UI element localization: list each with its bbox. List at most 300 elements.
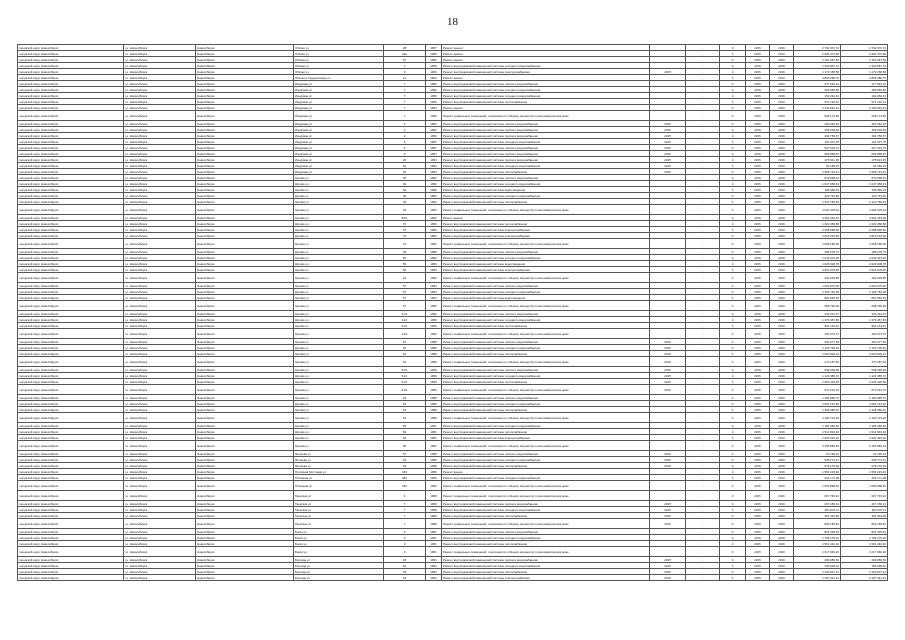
cell-cost: 1 172 158,58: [794, 69, 841, 75]
cell-work-type: Ремонт внутридомовой инженерной системы горячего водоснабжения: [442, 451, 650, 457]
cell-city: Новосибирск: [196, 339, 294, 345]
cell-work-type: Ремонт внутридомовой инженерной системы теплоснабжения: [442, 221, 650, 227]
cell-code: -: [686, 351, 720, 357]
cell-work-type: Ремонт внутридомовой инженерной системы холодного водоснабжения: [442, 93, 650, 99]
cell-total: 678 176,39: [841, 463, 888, 469]
cell-house: 7: [384, 513, 426, 519]
cell-district: городской округ Новосибирск: [18, 221, 124, 227]
cell-house: 28: [384, 45, 426, 51]
cell-district: городской округ Новосибирск: [18, 111, 124, 121]
cell-code: -: [686, 151, 720, 157]
cell-work-type: Ремонт крыши: [442, 51, 650, 57]
cell-count: 0: [720, 215, 746, 221]
cell-year: 1956: [426, 323, 442, 329]
cell-city: Новосибирск: [196, 513, 294, 519]
cell-city: Новосибирск: [196, 317, 294, 323]
cell-house: 49: [384, 187, 426, 193]
cell-city: Новосибирск: [196, 181, 294, 187]
cell-house: 32: [384, 169, 426, 175]
cell-settlement: г.о. Новосибирск: [124, 163, 196, 169]
cell-start-year: 2015: [746, 199, 770, 205]
cell-plan-year: 2015: [650, 379, 686, 385]
cell-cost: 51 196,34: [794, 451, 841, 457]
cell-code: -: [686, 357, 720, 367]
cell-settlement: г.о. Новосибирск: [124, 87, 196, 93]
cell-total: 422 733,82: [841, 193, 888, 199]
cell-work-type: Ремонт внутридомовой инженерной системы электроснабжения: [442, 267, 650, 273]
cell-settlement: г.о. Новосибирск: [124, 193, 196, 199]
cell-count: 0: [720, 357, 746, 367]
table-row: [18, 413, 888, 423]
cell-settlement: г.о. Новосибирск: [124, 481, 196, 491]
cell-district: городской округ Новосибирск: [18, 81, 124, 87]
cell-settlement: г.о. Новосибирск: [124, 469, 196, 475]
cell-count: 0: [720, 373, 746, 379]
cell-start-year: 2015: [746, 273, 770, 283]
cell-count: 0: [720, 311, 746, 317]
cell-year: 1958: [426, 451, 442, 457]
cell-cost: 163 262,43: [794, 93, 841, 99]
cell-code: -: [686, 69, 720, 75]
cell-year: 1958: [426, 407, 442, 413]
cell-district: городской округ Новосибирск: [18, 175, 124, 181]
cell-street: Бограда ул: [294, 557, 384, 563]
cell-city: Новосибирск: [196, 227, 294, 233]
cell-city: Новосибирск: [196, 575, 294, 581]
cell-count: 0: [720, 289, 746, 295]
cell-street: Кирова ул: [294, 407, 384, 413]
cell-end-year: 2016: [770, 541, 794, 547]
cell-street: Инкурман ул: [294, 87, 384, 93]
cell-code: -: [686, 261, 720, 267]
cell-district: городской округ Новосибирск: [18, 423, 124, 429]
cell-district: городской округ Новосибирск: [18, 145, 124, 151]
cell-total: 492 039,85: [841, 273, 888, 283]
cell-end-year: 2016: [770, 413, 794, 423]
cell-work-type: Ремонт внутридомовой инженерной системы горячего водоснабжения: [442, 151, 650, 157]
cell-cost: 668 796,29: [794, 301, 841, 311]
cell-start-year: 2015: [746, 227, 770, 233]
cell-city: Новосибирск: [196, 255, 294, 261]
cell-code: -: [686, 323, 720, 329]
cell-city: Новосибирск: [196, 569, 294, 575]
cell-work-type: Ремонт внутридомовой инженерной системы электроснабжения: [442, 435, 650, 441]
cell-total: 829 159,62: [841, 519, 888, 529]
cell-street: Кирова ул: [294, 215, 384, 221]
cell-total: 2 155 982,94: [841, 441, 888, 451]
cell-house: 184: [384, 481, 426, 491]
cell-code: -: [686, 547, 720, 557]
cell-start-year: 2015: [746, 261, 770, 267]
cell-start-year: 2015: [746, 441, 770, 451]
cell-district: городской округ Новосибирск: [18, 45, 124, 51]
cell-work-type: Ремонт внутридомовой инженерной системы холодного водоснабжения: [442, 87, 650, 93]
cell-city: Новосибирск: [196, 457, 294, 463]
cell-city: Новосибирск: [196, 379, 294, 385]
cell-end-year: 2016: [770, 463, 794, 469]
cell-settlement: г.о. Новосибирск: [124, 441, 196, 451]
cell-city: Новосибирск: [196, 311, 294, 317]
cell-code: -: [686, 45, 720, 51]
cell-code: -: [686, 111, 720, 121]
cell-work-type: Ремонт внутридомовой инженерной системы теплоснабжения: [442, 379, 650, 385]
cell-total: 1 166 784,38: [841, 289, 888, 295]
cell-district: городской округ Новосибирск: [18, 563, 124, 569]
cell-work-type: Ремонт внутридомовой инженерной системы горячего водоснабжения: [442, 175, 650, 181]
cell-work-type: Ремонт внутридомовой инженерной системы холодного водоснабжения: [442, 289, 650, 295]
cell-total: 879 698,44: [841, 175, 888, 181]
cell-year: 1957: [426, 139, 442, 145]
cell-count: 0: [720, 575, 746, 581]
cell-total: 199 466,23: [841, 187, 888, 193]
cell-start-year: 2015: [746, 557, 770, 563]
cell-code: -: [686, 535, 720, 541]
cell-start-year: 2015: [746, 541, 770, 547]
cell-city: Новосибирск: [196, 75, 294, 81]
cell-code: -: [686, 139, 720, 145]
cell-cost: 1 054 143,92: [794, 401, 841, 407]
cell-total: 470 187,02: [841, 357, 888, 367]
cell-count: 0: [720, 227, 746, 233]
cell-house: 7: [384, 81, 426, 87]
cell-settlement: г.о. Новосибирск: [124, 221, 196, 227]
cell-cost: 199 466,23: [794, 187, 841, 193]
cell-district: городской округ Новосибирск: [18, 379, 124, 385]
cell-code: -: [686, 57, 720, 63]
cell-end-year: 2016: [770, 145, 794, 151]
cell-end-year: 2016: [770, 435, 794, 441]
cell-start-year: 2015: [746, 175, 770, 181]
cell-plan-year: 2015: [650, 163, 686, 169]
cell-start-year: 2015: [746, 463, 770, 469]
cell-street: Кирова ул: [294, 329, 384, 339]
cell-end-year: 2016: [770, 475, 794, 481]
cell-cost: 478 921,35: [794, 157, 841, 163]
cell-code: -: [686, 283, 720, 289]
cell-work-type: Ремонт подвальных помещений, относящихся к общему имуществу в многоквартирном доме: [442, 329, 650, 339]
cell-total: 1 043 413,26: [841, 255, 888, 261]
cell-code: -: [686, 373, 720, 379]
cell-plan-year: 2015: [650, 169, 686, 175]
cell-street: Обская ул: [294, 63, 384, 69]
cell-total: 538 772,41: [841, 457, 888, 463]
cell-total: 574 132,21: [841, 99, 888, 105]
cell-year: 1953: [426, 105, 442, 111]
cell-work-type: Ремонт подвальных помещений, относящихся к общему имуществу в многоквартирном доме: [442, 385, 650, 395]
cell-code: -: [686, 395, 720, 401]
cell-settlement: г.о. Новосибирск: [124, 233, 196, 239]
cell-year: 1952: [426, 239, 442, 249]
cell-count: 0: [720, 329, 746, 339]
cell-count: 0: [720, 249, 746, 255]
cell-year: 1964: [426, 69, 442, 75]
cell-cost: 4 866 286,70: [794, 75, 841, 81]
cell-end-year: 2016: [770, 491, 794, 501]
cell-street: Кирова ул: [294, 239, 384, 249]
cell-city: Новосибирск: [196, 81, 294, 87]
cell-house: 23: [384, 457, 426, 463]
cell-count: 0: [720, 301, 746, 311]
cell-street: Кирова ул: [294, 233, 384, 239]
cell-district: городской округ Новосибирск: [18, 413, 124, 423]
cell-code: -: [686, 289, 720, 295]
cell-end-year: 2016: [770, 87, 794, 93]
cell-street: Кирова ул: [294, 367, 384, 373]
cell-cost: 1 161 087,53: [794, 57, 841, 63]
cell-count: 0: [720, 429, 746, 435]
cell-count: 0: [720, 401, 746, 407]
cell-street: Бокса ул: [294, 535, 384, 541]
cell-count: 0: [720, 379, 746, 385]
cell-district: городской округ Новосибирск: [18, 187, 124, 193]
cell-year: 1958: [426, 351, 442, 357]
cell-work-type: Ремонт внутридомовой инженерной системы водоотведения: [442, 187, 650, 193]
cell-code: -: [686, 407, 720, 413]
cell-code: -: [686, 267, 720, 273]
cell-year: 1956: [426, 317, 442, 323]
cell-district: городской округ Новосибирск: [18, 345, 124, 351]
cell-street: Кирова ул: [294, 267, 384, 273]
cell-work-type: Ремонт внутридомовой инженерной системы теплоснабжения: [442, 513, 650, 519]
cell-street: Кирова ул: [294, 255, 384, 261]
cell-district: городской округ Новосибирск: [18, 475, 124, 481]
cell-start-year: 2015: [746, 289, 770, 295]
cell-district: городской округ Новосибирск: [18, 529, 124, 535]
cell-city: Новосибирск: [196, 111, 294, 121]
cell-city: Новосибирск: [196, 451, 294, 457]
cell-count: 0: [720, 139, 746, 145]
cell-end-year: 2016: [770, 51, 794, 57]
cell-end-year: 2016: [770, 351, 794, 357]
cell-year: 1954: [426, 575, 442, 581]
cell-start-year: 2015: [746, 475, 770, 481]
cell-cost: 1 093 426,56: [794, 379, 841, 385]
cell-start-year: 2015: [746, 395, 770, 401]
cell-total: 1 561 442,02: [841, 541, 888, 547]
cell-work-type: Ремонт внутридомовой инженерной системы холодного водоснабжения: [442, 423, 650, 429]
cell-district: городской округ Новосибирск: [18, 491, 124, 501]
cell-count: 0: [720, 127, 746, 133]
cell-year: 1958: [426, 401, 442, 407]
cell-end-year: 2016: [770, 133, 794, 139]
cell-year: 1954: [426, 569, 442, 575]
cell-start-year: 2015: [746, 255, 770, 261]
cell-end-year: 2016: [770, 57, 794, 63]
cell-year: 1957: [426, 45, 442, 51]
cell-end-year: 2016: [770, 469, 794, 475]
cell-end-year: 2016: [770, 283, 794, 289]
cell-work-type: Ремонт подвальных помещений, относящихся к общему имуществу в многоквартирном доме: [442, 301, 650, 311]
cell-city: Новосибирск: [196, 273, 294, 283]
table-row: [18, 205, 888, 215]
cell-work-type: Ремонт подвальных помещений, относящихся к общему имуществу в многоквартирном доме: [442, 357, 650, 367]
cell-city: Новосибирск: [196, 205, 294, 215]
cell-cost: 2 440 932,44: [794, 105, 841, 111]
cell-settlement: г.о. Новосибирск: [124, 169, 196, 175]
cell-city: Новосибирск: [196, 87, 294, 93]
cell-district: городской округ Новосибирск: [18, 519, 124, 529]
cell-year: 1956: [426, 51, 442, 57]
cell-cost: 1 063 976,06: [794, 283, 841, 289]
cell-cost: 1 103 700,63: [794, 345, 841, 351]
cell-year: 1958: [426, 345, 442, 351]
cell-house: 34а: [384, 51, 426, 57]
cell-end-year: 2016: [770, 163, 794, 169]
cell-end-year: 2016: [770, 81, 794, 87]
cell-code: -: [686, 367, 720, 373]
cell-work-type: Ремонт внутридомовой инженерной системы холодного водоснабжения: [442, 63, 650, 69]
cell-settlement: г.о. Новосибирск: [124, 205, 196, 215]
cell-total: 492 062,45: [841, 121, 888, 127]
cell-total: 1 968 743,41: [841, 169, 888, 175]
cell-code: -: [686, 175, 720, 181]
cell-cost: 1 160 713,26: [794, 413, 841, 423]
cell-year: 1953: [426, 221, 442, 227]
cell-city: Новосибирск: [196, 163, 294, 169]
cell-house: 21/1: [384, 317, 426, 323]
cell-start-year: 2015: [746, 469, 770, 475]
cell-year: 1952: [426, 481, 442, 491]
cell-work-type: Ремонт внутридомовой инженерной системы холодного водоснабжения: [442, 373, 650, 379]
cell-district: городской округ Новосибирск: [18, 451, 124, 457]
cell-city: Новосибирск: [196, 491, 294, 501]
cell-street: Инкурман ул: [294, 81, 384, 87]
cell-work-type: Ремонт внутридомовой инженерной системы холодного водоснабжения: [442, 181, 650, 187]
cell-code: -: [686, 423, 720, 429]
cell-year: 1952: [426, 127, 442, 133]
cell-code: -: [686, 221, 720, 227]
cell-city: Новосибирск: [196, 139, 294, 145]
cell-count: 0: [720, 435, 746, 441]
cell-district: городской округ Новосибирск: [18, 339, 124, 345]
cell-cost: 92 180,23: [794, 163, 841, 169]
cell-cost: 1 043 413,26: [794, 255, 841, 261]
cell-end-year: 2016: [770, 423, 794, 429]
cell-total: 267 158,31: [841, 501, 888, 507]
cell-plan-year: 2015: [650, 357, 686, 367]
cell-count: 0: [720, 345, 746, 351]
cell-work-type: Ремонт внутридомовой инженерной системы теплоснабжения: [442, 169, 650, 175]
cell-count: 0: [720, 221, 746, 227]
cell-end-year: 2016: [770, 205, 794, 215]
cell-cost: 1 329 867,72: [794, 63, 841, 69]
cell-house: 76: [384, 239, 426, 249]
cell-street: Кирова ул: [294, 351, 384, 357]
cell-cost: 1 376 457,65: [794, 317, 841, 323]
cell-house: 7: [384, 105, 426, 111]
cell-street: Бокса ул: [294, 547, 384, 557]
cell-street: Кирова ул: [294, 345, 384, 351]
cell-house: 22: [384, 273, 426, 283]
cell-total: 607 745,22: [841, 491, 888, 501]
cell-district: городской округ Новосибирск: [18, 513, 124, 519]
cell-count: 0: [720, 395, 746, 401]
cell-settlement: г.о. Новосибирск: [124, 139, 196, 145]
cell-cost: 548 248,48: [794, 367, 841, 373]
cell-cost: 1 064 478,01: [794, 205, 841, 215]
cell-settlement: г.о. Новосибирск: [124, 395, 196, 401]
cell-start-year: 2015: [746, 121, 770, 127]
cell-work-type: Ремонт подвальных помещений, относящихся к общему имуществу в многоквартирном доме: [442, 413, 650, 423]
cell-end-year: 2016: [770, 529, 794, 535]
cell-code: -: [686, 541, 720, 547]
cell-district: городской округ Новосибирск: [18, 121, 124, 127]
cell-total: 548 248,48: [841, 367, 888, 373]
cell-code: -: [686, 295, 720, 301]
cell-total: 2 815 216,66: [841, 233, 888, 239]
cell-city: Новосибирск: [196, 105, 294, 111]
cell-cost: 1 694 472,96: [794, 51, 841, 57]
cell-street: Кирова ул: [294, 249, 384, 255]
cell-house: 39: [384, 249, 426, 255]
cell-year: 1952: [426, 227, 442, 233]
cell-start-year: 2015: [746, 535, 770, 541]
cell-work-type: Ремонт внутридомовой инженерной системы холодного водоснабжения: [442, 139, 650, 145]
cell-count: 0: [720, 45, 746, 51]
cell-code: -: [686, 311, 720, 317]
cell-total: 1 060 900,21: [841, 351, 888, 357]
cell-district: городской округ Новосибирск: [18, 261, 124, 267]
cell-work-type: Ремонт внутридомовой инженерной системы горячего водоснабжения: [442, 395, 650, 401]
cell-street: Обская ул: [294, 45, 384, 51]
cell-count: 0: [720, 205, 746, 215]
cell-street: Обьского Гидрозатвора ул: [294, 75, 384, 81]
cell-end-year: 2016: [770, 151, 794, 157]
cell-settlement: г.о. Новосибирск: [124, 295, 196, 301]
cell-total: 780 028,91: [841, 563, 888, 569]
cell-code: -: [686, 563, 720, 569]
cell-street: Тверская ул: [294, 513, 384, 519]
cell-house: 18: [384, 575, 426, 581]
cell-city: Новосибирск: [196, 145, 294, 151]
cell-year: 1953: [426, 255, 442, 261]
table-row: [18, 357, 888, 367]
cell-street: Кирова ул: [294, 193, 384, 199]
cell-code: -: [686, 51, 720, 57]
cell-total: 1 410 786,63: [841, 199, 888, 205]
cell-total: 51 196,34: [841, 451, 888, 457]
cell-year: 1968: [426, 501, 442, 507]
cell-work-type: Ремонт внутридомовой инженерной системы холодного водоснабжения: [442, 255, 650, 261]
cell-start-year: 2015: [746, 139, 770, 145]
cell-district: городской округ Новосибирск: [18, 151, 124, 157]
cell-district: городской округ Новосибирск: [18, 57, 124, 63]
cell-count: 0: [720, 175, 746, 181]
cell-settlement: г.о. Новосибирск: [124, 529, 196, 535]
cell-count: 0: [720, 63, 746, 69]
cell-end-year: 2016: [770, 547, 794, 557]
cell-street: Кирова ул: [294, 395, 384, 401]
cell-end-year: 2016: [770, 407, 794, 413]
cell-start-year: 2015: [746, 163, 770, 169]
cell-start-year: 2015: [746, 169, 770, 175]
cell-start-year: 2015: [746, 491, 770, 501]
cell-district: городской округ Новосибирск: [18, 463, 124, 469]
cell-plan-year: 2015: [650, 457, 686, 463]
cell-house: 7: [384, 507, 426, 513]
cell-city: Новосибирск: [196, 435, 294, 441]
cell-year: 1952: [426, 121, 442, 127]
cell-city: Новосибирск: [196, 199, 294, 205]
cell-end-year: 2016: [770, 63, 794, 69]
cell-cost: 492 062,45: [794, 121, 841, 127]
cell-settlement: г.о. Новосибирск: [124, 175, 196, 181]
cell-code: -: [686, 105, 720, 111]
cell-cost: 879 698,44: [794, 175, 841, 181]
cell-total: 1 066 898,46: [841, 481, 888, 491]
cell-street: Кирова ул: [294, 373, 384, 379]
cell-year: 1958: [426, 413, 442, 423]
